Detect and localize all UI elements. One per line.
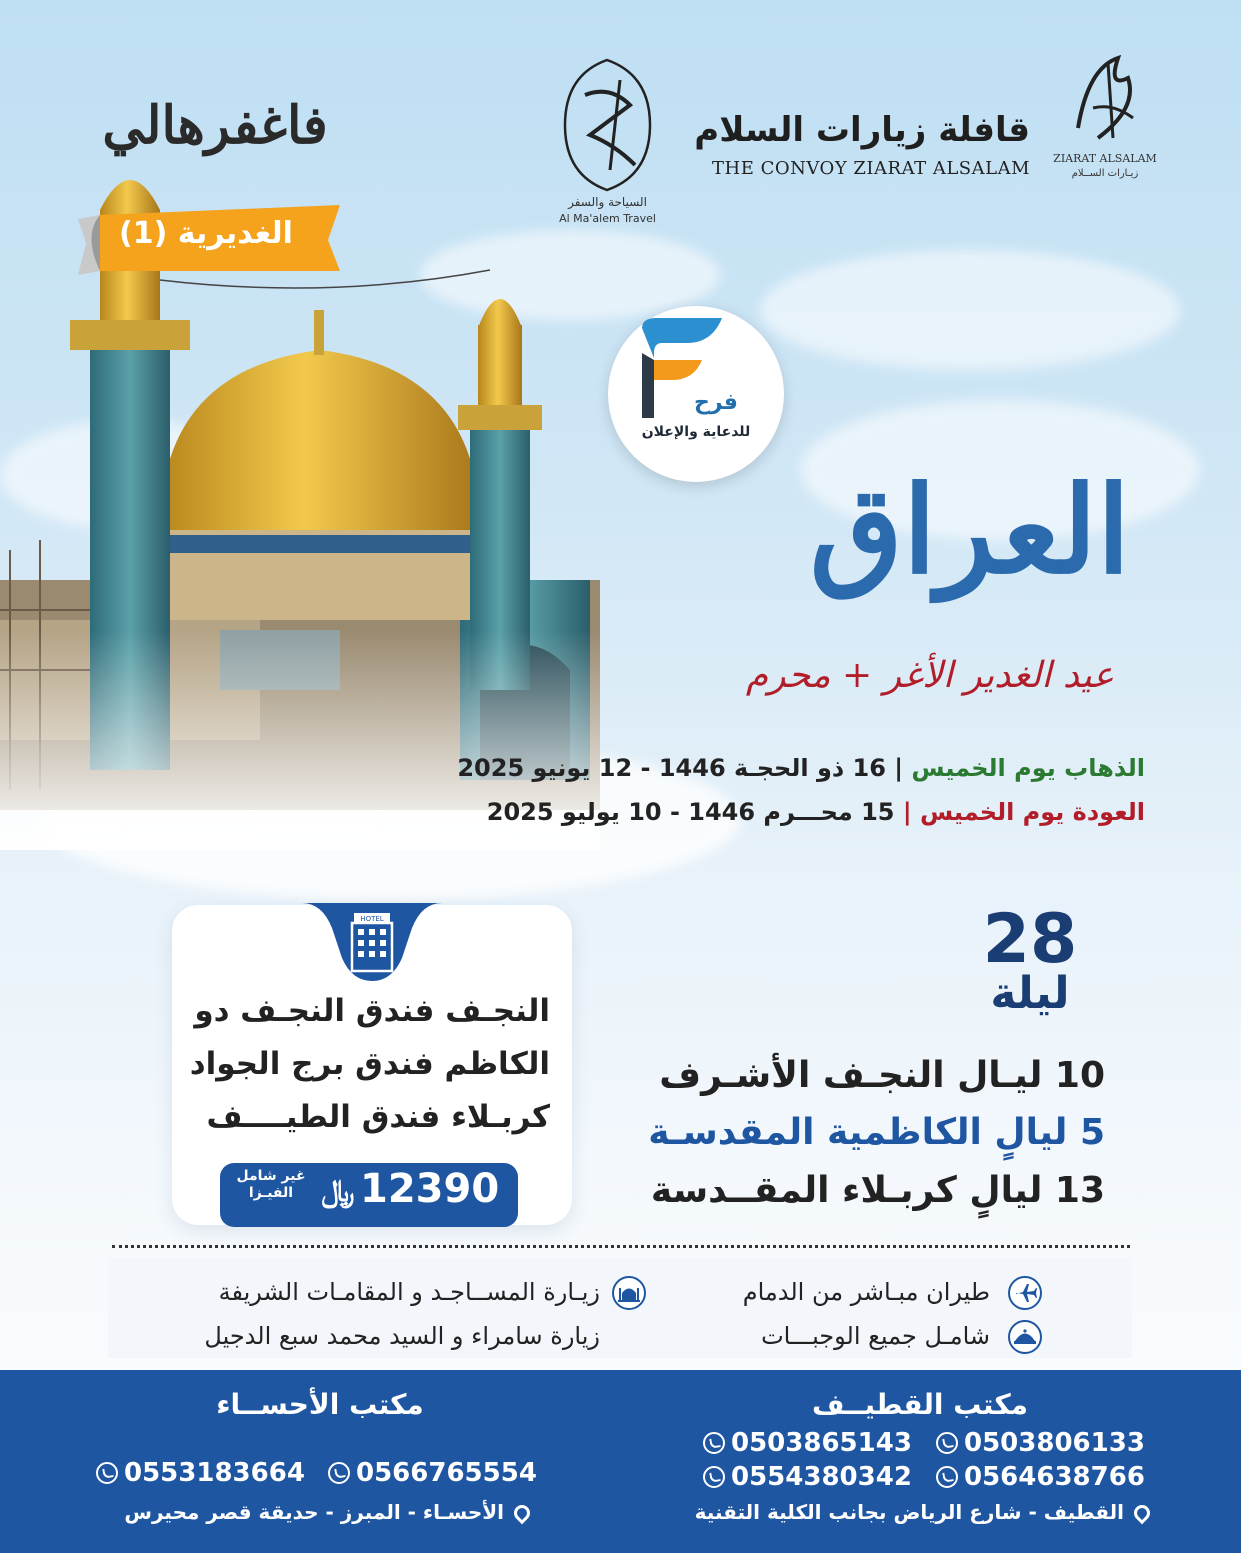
brand-name-en: THE CONVOY ZIARAT ALSALAM [712,158,1030,179]
return-date: 15 محـــرم 1446 - 10 يوليو 2025 [486,798,895,826]
qatif-phone-3[interactable]: 0564638766 [936,1462,1145,1492]
separator: | [902,798,912,826]
whatsapp-icon [96,1462,118,1484]
currency-symbol: ﷼ [321,1174,355,1209]
partner-caption-en: Al Ma'alem Travel [559,212,656,225]
airplane-icon [1008,1276,1042,1310]
hotel-icon [302,903,442,981]
qatif-address: القطيف - شارع الرياض بجانب الكلية التقنية [640,1500,1150,1524]
departure-line [380,754,1145,782]
feature-flight: طيران مبـاشر من الدمام [742,1278,990,1306]
brand-name-ar: قافلة زيارات السلام [694,110,1030,150]
logo-caption-ar: زيـارات الســلام [1071,168,1139,179]
location-pin-icon [511,1502,534,1525]
logo-caption-en: ZIARAT ALSALAM [1053,152,1157,165]
qatif-phone-4[interactable]: 0554380342 [703,1462,912,1492]
total-nights: 28 [982,900,1078,979]
almaalem-logo-icon [550,55,665,195]
divider [112,1245,1130,1248]
qatif-phone-2[interactable]: 0503865143 [703,1428,912,1458]
calligraphy-text: فاغفرهالي [102,95,328,156]
nights-karbala: 13 ليالٍ كربـلاء المقــدسة [650,1170,1105,1211]
nights-najaf: 10 ليـال النجـف الأشـرف [659,1055,1105,1096]
location-pin-icon [1131,1502,1154,1525]
whatsapp-icon [703,1466,725,1488]
page-title: العراق [809,460,1131,601]
return-line [380,798,1145,826]
sponsor-name: فرح [694,390,738,415]
hotel-icon-label: HOTEL [360,915,384,923]
price-note-line1: غير شامل [236,1168,306,1184]
hotel-kadhimiya: الكاظم فندق برج الجواد [189,1046,550,1082]
partner-caption-ar: السياحة والسفر [568,195,647,209]
feature-samarra: زيارة سامراء و السيد محمد سبع الدجيل [204,1322,600,1350]
ahsa-phone-1[interactable]: 0566765554 [328,1458,537,1488]
ahsa-phone-2[interactable]: 0553183664 [96,1458,305,1488]
page-subtitle: عيد الغدير الأغر + محرم [745,655,1115,696]
departure-label: الذهاب يوم الخميس [911,754,1145,782]
qatif-phone-1[interactable]: 0503806133 [936,1428,1145,1458]
sponsor-subtitle: للدعاية والإعلان [641,424,751,440]
price-value: 12390 [360,1166,500,1212]
ziarat-alsalam-logo-icon [1058,48,1158,153]
hotel-karbala: كربـلاء فندق الطيــــف [206,1099,550,1135]
total-nights-label: ليلة [990,968,1070,1019]
feature-meals: شامـل جميع الوجبـــات [761,1322,990,1350]
office-ahsa-title: مكتب الأحســاء [216,1388,424,1421]
nights-kadhimiya: 5 ليالٍ الكاظمية المقدسـة [648,1112,1105,1153]
separator: | [894,754,904,782]
departure-date: 16 ذو الحجـة 1446 - 12 يونيو 2025 [457,754,886,782]
mosque-icon [612,1276,646,1310]
cloud [760,250,1180,370]
return-label: العودة يوم الخميس [919,798,1145,826]
office-qatif-title: مكتب القطيــف [812,1388,1028,1421]
whatsapp-icon [328,1462,350,1484]
price-note [226,1168,316,1202]
hotel-najaf: النجـف فندق النجـف دو [194,993,550,1029]
meal-icon [1008,1320,1042,1354]
whatsapp-icon [936,1432,958,1454]
price-note-line2: الفيـزا [248,1185,294,1201]
ribbon-label: الغديرية (1) [119,216,293,251]
ahsa-address: الأحسـاء - المبرز - حديقة قصر محيرس [90,1500,530,1524]
whatsapp-icon [936,1466,958,1488]
whatsapp-icon [703,1432,725,1454]
feature-mosques: زيـارة المســاجـد و المقامـات الشريفة [218,1278,600,1306]
